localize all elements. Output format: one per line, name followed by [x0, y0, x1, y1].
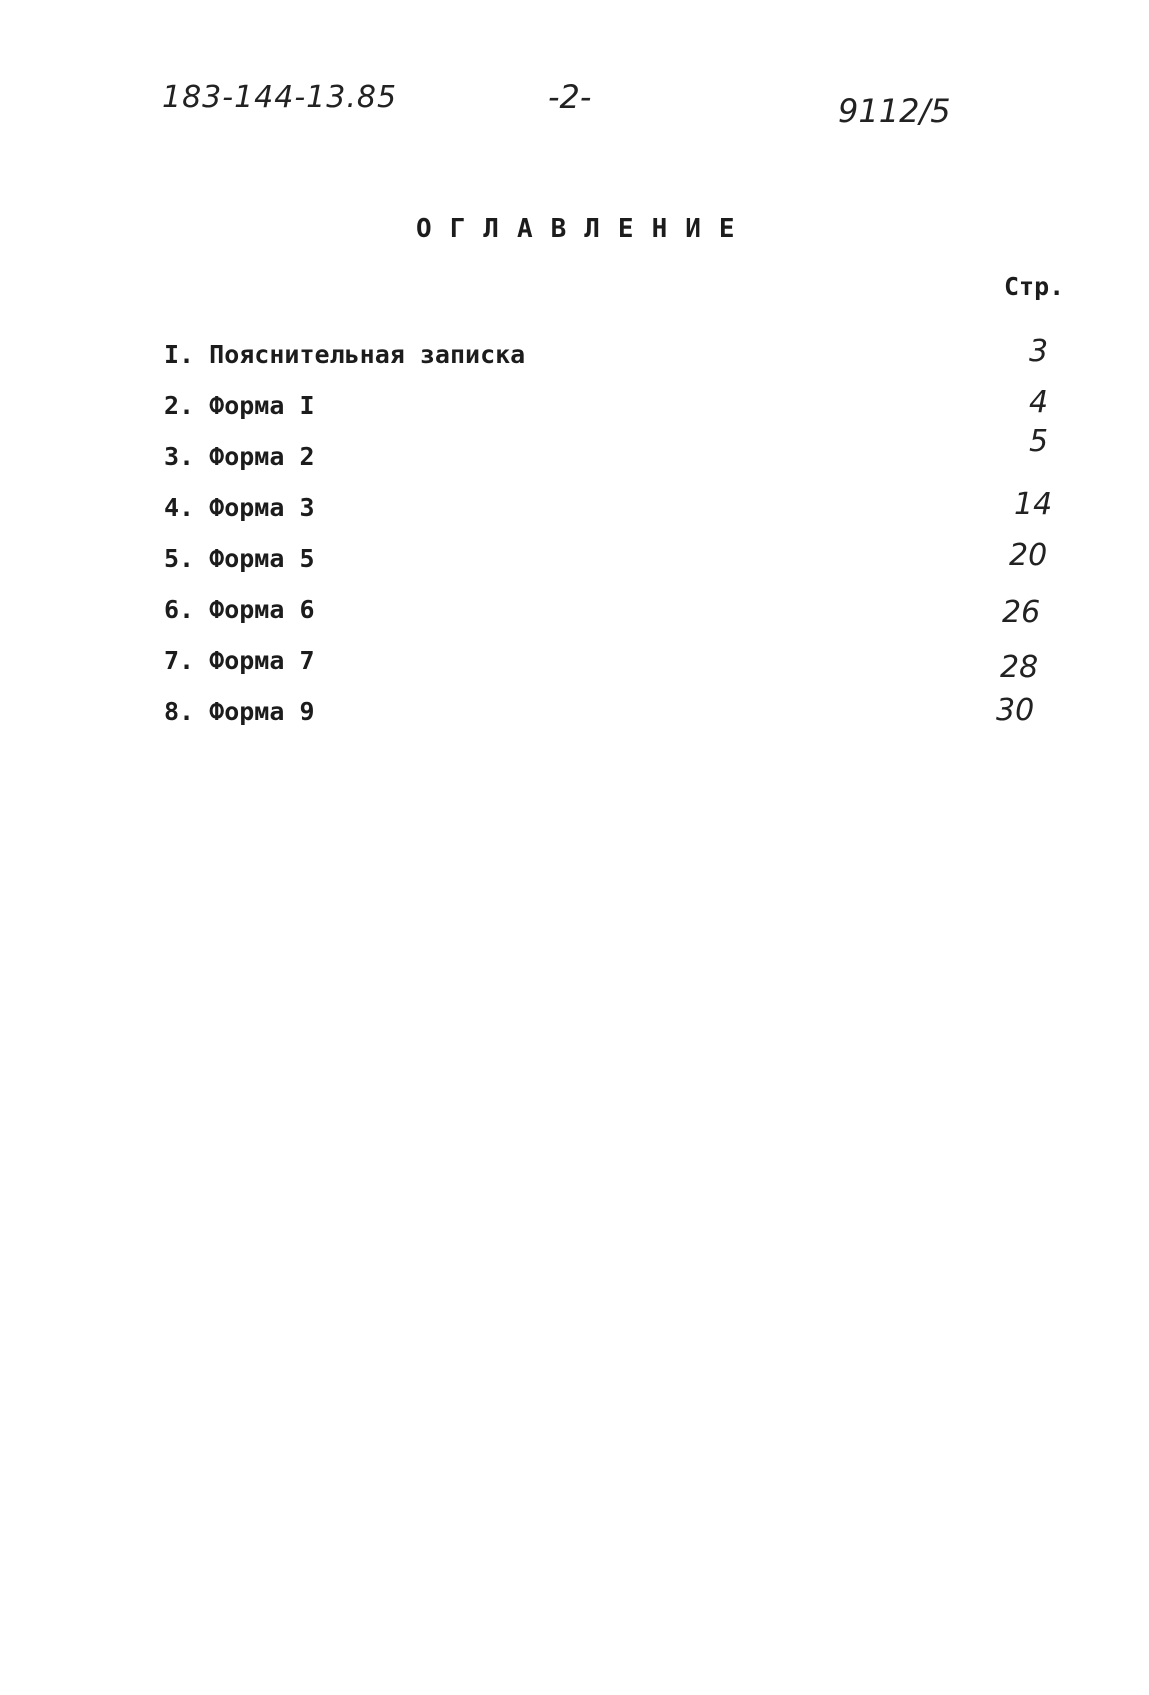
toc-entry-page: 30: [996, 693, 1035, 728]
toc-entry: [164, 693, 1064, 748]
toc-title: ОГЛАВЛЕНИЕ: [416, 214, 753, 244]
document-code: 183-144-13.85: [162, 80, 398, 115]
toc-entry: [164, 385, 1064, 442]
toc-entry: [164, 487, 1064, 544]
toc-entry-label: 3. Форма 2: [164, 442, 315, 471]
page-column-label: Стр.: [1004, 272, 1065, 301]
toc-entry-page: 3: [1029, 334, 1049, 369]
toc-entry-label: 2. Форма I: [164, 391, 315, 420]
toc-entry-label: I. Пояснительная записка: [164, 340, 526, 369]
toc-entry-page: 5: [1029, 424, 1049, 459]
toc-entry-page: 20: [1009, 538, 1048, 573]
toc-entry: [164, 538, 1064, 595]
toc-list: [164, 334, 1064, 748]
toc-entry-label: 5. Форма 5: [164, 544, 315, 573]
toc-entry-label: 8. Форма 9: [164, 697, 315, 726]
toc-entry-label: 4. Форма 3: [164, 493, 315, 522]
page-number-marker: -2-: [548, 78, 592, 116]
toc-entry-page: 14: [1014, 487, 1053, 522]
toc-entry: [164, 595, 1064, 646]
toc-entry-page: 28: [1000, 650, 1039, 685]
registry-number: 9112/5: [838, 92, 951, 130]
toc-entry-label: 7. Форма 7: [164, 646, 315, 675]
toc-entry: [164, 334, 1064, 391]
toc-entry-page: 26: [1002, 595, 1041, 630]
toc-entry-label: 6. Форма 6: [164, 595, 315, 624]
toc-entry: [164, 646, 1064, 697]
toc-entry: [164, 424, 1064, 493]
toc-entry-page: 4: [1029, 385, 1049, 420]
